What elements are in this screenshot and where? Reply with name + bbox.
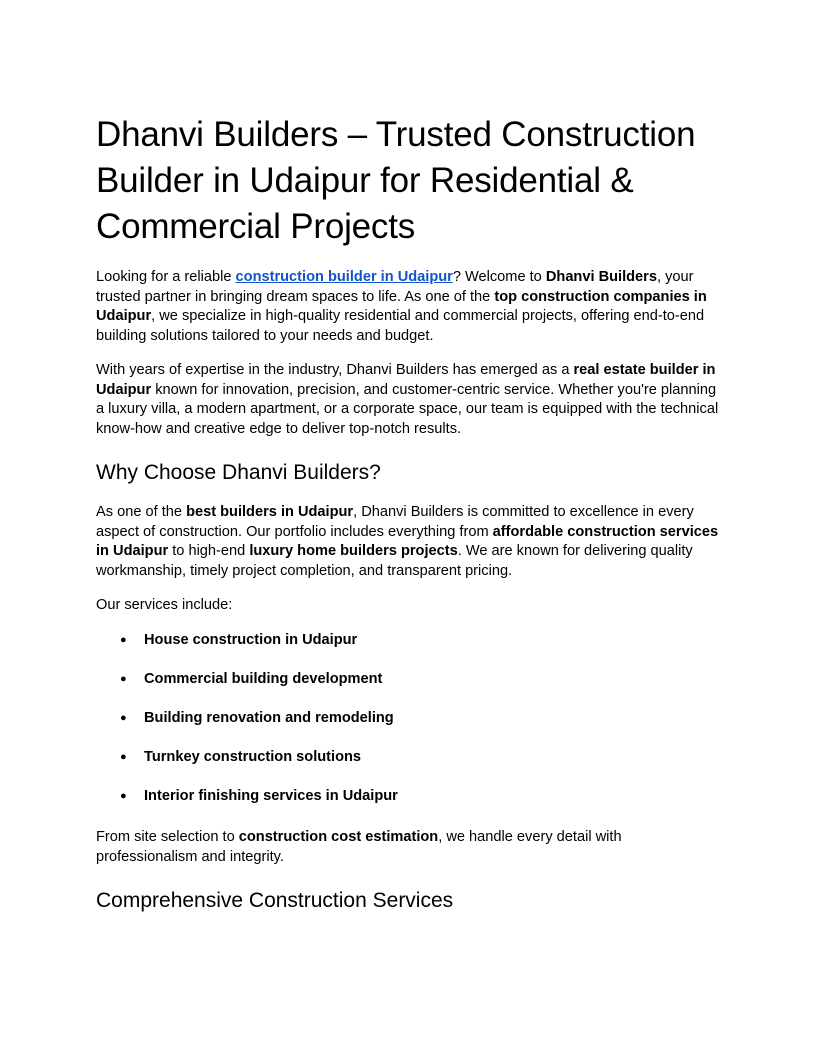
intro-text-3: , your trusted partner in bringing dream spaces to life. As one of the xyxy=(96,269,694,305)
why-paragraph xyxy=(96,503,724,581)
list-item xyxy=(96,631,724,651)
list-item xyxy=(96,670,724,690)
expertise-text-1: With years of expertise in the industry, Dhanvi Builders has emerged as a xyxy=(96,362,574,378)
closing-bold-1: construction cost estimation xyxy=(238,829,439,845)
why-text-2: , Dhanvi Builders is committed to excellence in every aspect of construction. Our portfolio includes everything from xyxy=(96,504,694,540)
service-label: Interior finishing services in Udaipur xyxy=(144,787,398,804)
why-choose-heading: Why Choose Dhanvi Builders? xyxy=(96,461,381,484)
closing-text-2: , we handle every detail with professionalism and integrity. xyxy=(96,829,622,865)
intro-text-2: ? Welcome to xyxy=(452,269,546,285)
bullet-icon: ● xyxy=(120,711,127,724)
intro-bold-1: Dhanvi Builders xyxy=(545,269,657,285)
list-item xyxy=(96,787,724,807)
expertise-paragraph xyxy=(96,361,724,439)
list-item xyxy=(96,709,724,729)
service-label: Building renovation and remodeling xyxy=(144,709,394,726)
closing-paragraph xyxy=(96,828,724,867)
services-list xyxy=(96,631,724,807)
why-text-1: As one of the xyxy=(96,504,187,520)
why-text-3: to high-end xyxy=(168,543,250,559)
construction-builder-link[interactable]: construction builder in Udaipur xyxy=(235,269,453,285)
bullet-icon: ● xyxy=(120,672,127,685)
intro-text-4: , we specialize in high-quality residential and commercial projects, offering end-to-end building solutions tailored to your needs and budget. xyxy=(96,308,705,344)
document-page xyxy=(96,112,724,931)
intro-bold-2: top construction companies in Udaipur xyxy=(96,288,707,324)
expertise-bold-1: real estate builder in Udaipur xyxy=(96,362,716,398)
list-item xyxy=(96,748,724,768)
services-intro: Our services include: xyxy=(96,597,233,613)
intro-text-1: Looking for a reliable xyxy=(96,269,236,285)
intro-paragraph xyxy=(96,268,724,346)
service-label: Commercial building development xyxy=(144,670,383,687)
service-label: House construction in Udaipur xyxy=(144,631,358,648)
why-bold-3: luxury home builders projects xyxy=(249,543,458,559)
closing-text-1: From site selection to xyxy=(96,829,239,845)
service-label: Turnkey construction solutions xyxy=(144,748,362,765)
comprehensive-services-heading: Comprehensive Construction Services xyxy=(96,889,454,912)
bullet-icon: ● xyxy=(120,789,127,802)
bullet-icon: ● xyxy=(120,633,127,646)
bullet-icon: ● xyxy=(120,750,127,763)
why-bold-1: best builders in Udaipur xyxy=(186,504,354,520)
why-text-4: . We are known for delivering quality workmanship, timely project completion, and transparent pricing. xyxy=(96,543,693,579)
why-bold-2: affordable construction services in Udaipur xyxy=(96,523,719,559)
page-title: Dhanvi Builders – Trusted Construction Builder in Udaipur for Residential & Commercial Projects xyxy=(96,115,696,246)
expertise-text-2: known for innovation, precision, and customer-centric service. Whether you're planning a luxury villa, a modern apartment, or a corporate space, our team is equipped with the technical know-how and creative edge to deliver top-notch results. xyxy=(96,381,719,437)
